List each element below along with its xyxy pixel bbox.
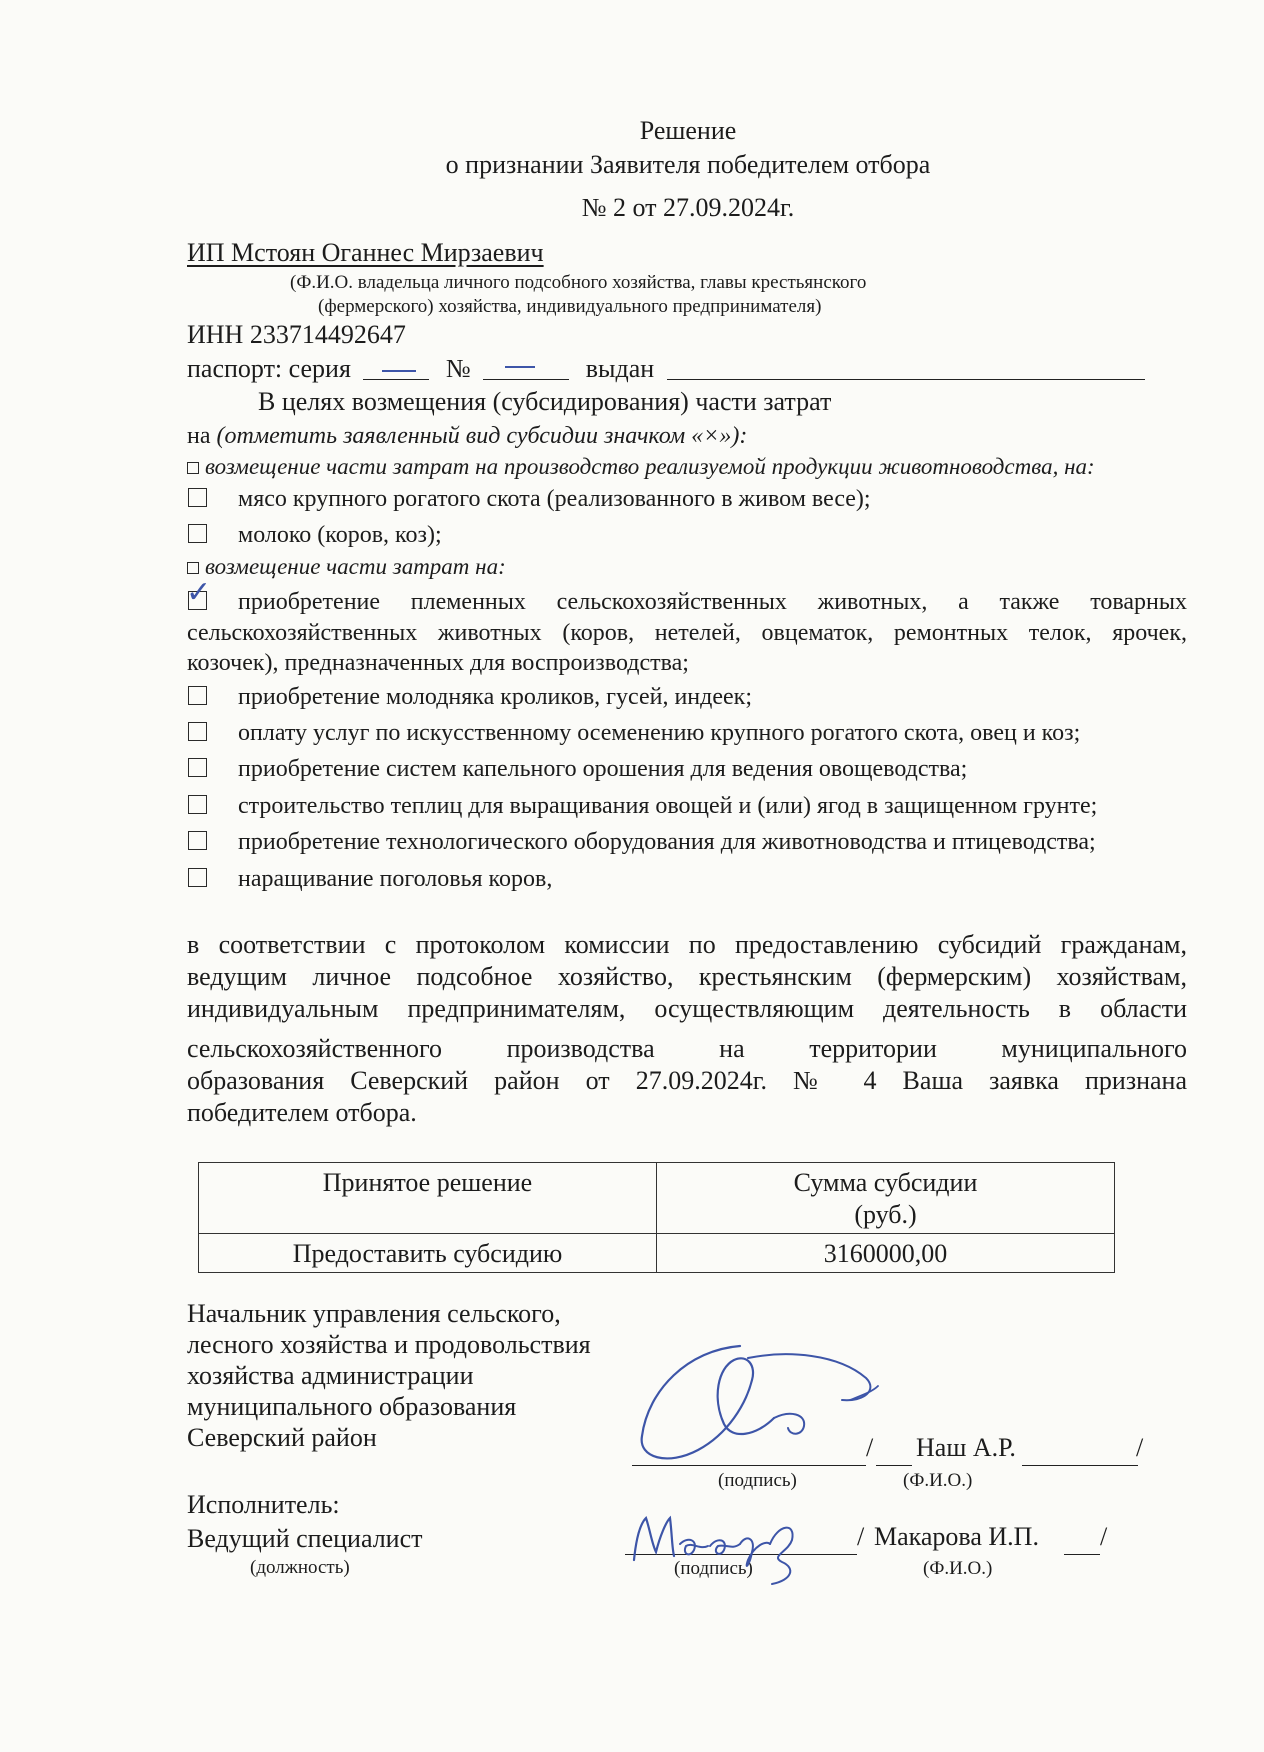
- body-line-5: образования Северский район от 27.09.2024г. № 4 Ваша заявка признана: [187, 1066, 1187, 1095]
- checkbox-meat[interactable]: [188, 488, 207, 507]
- table-header-row: [199, 1163, 1115, 1234]
- signatory-signature: [628, 1340, 918, 1470]
- header-amount-line-1: Сумма субсидии: [793, 1168, 978, 1197]
- item-drip-irrigation: приобретение систем капельного орошения для ведения овощеводства;: [238, 756, 968, 782]
- group2-checkbox[interactable]: [187, 562, 199, 574]
- body-line-6: победителем отбора.: [187, 1098, 417, 1127]
- table-row: [199, 1234, 1115, 1273]
- checkbox-cow-herd[interactable]: [188, 868, 207, 887]
- item-meat: мясо крупного рогатого скота (реализованного в живом весе);: [238, 486, 871, 512]
- purpose-on-row: [187, 423, 747, 450]
- executor-position: Ведущий специалист: [187, 1524, 423, 1553]
- passport-series-label: паспорт: серия: [187, 354, 351, 383]
- header-amount-line-2: (руб.): [854, 1200, 917, 1229]
- cell-amount: 3160000,00: [657, 1234, 1115, 1273]
- purpose-on-hint: (отметить заявленный вид субсидии значком «×»):: [216, 423, 748, 449]
- title-line-3: № 2 от 27.09.2024г.: [581, 193, 795, 222]
- passport-number-label: №: [445, 354, 471, 383]
- executor-post-name-line: [1064, 1554, 1100, 1555]
- body-line-3: индивидуальным предпринимателям, осуществляющим деятельность в области: [187, 994, 1187, 1023]
- executor-sign-caption: (подпись): [674, 1558, 753, 1579]
- group2-title-text: возмещение части затрат на:: [205, 554, 506, 579]
- signatory-line-1: Начальник управления сельского,: [187, 1299, 561, 1328]
- checkbox-insemination[interactable]: [188, 722, 207, 741]
- item-greenhouses: строительство теплиц для выращивания овощей и (или) ягод в защищенном грунте;: [238, 793, 1098, 819]
- executor-label: Исполнитель:: [187, 1490, 340, 1519]
- passport-issued-label: выдан: [585, 354, 655, 383]
- group1-title: [187, 454, 1095, 480]
- passport-series-blank: [363, 379, 429, 380]
- item-cow-herd: наращивание поголовья коров,: [238, 866, 553, 892]
- decision-table: [198, 1162, 1115, 1273]
- signatory-name: Наш А.Р.: [916, 1433, 1016, 1462]
- passport-number-blank: [483, 379, 569, 380]
- checkbox-drip-irrigation[interactable]: [188, 758, 207, 777]
- signatory-line-2: лесного хозяйства и продовольствия: [187, 1330, 591, 1359]
- title-line-2: о признании Заявителя победителем отбора: [445, 150, 931, 179]
- executor-name: Макарова И.П.: [874, 1522, 1039, 1551]
- signatory-line-4: муниципального образования: [187, 1392, 517, 1421]
- executor-position-caption: (должность): [250, 1557, 350, 1578]
- item-breeding-line-1: приобретение племенных сельскохозяйственных животных, а также товарных: [238, 589, 1187, 615]
- item-milk: молоко (коров, коз);: [238, 522, 442, 548]
- purpose-heading: В целях возмещения (субсидирования) части затрат: [258, 387, 832, 416]
- signatory-line-5: Северский район: [187, 1423, 377, 1452]
- applicant-inn: ИНН 233714492647: [187, 320, 406, 349]
- header-amount: [657, 1163, 1115, 1234]
- group1-title-text: возмещение части затрат на производство реализуемой продукции животноводства, на:: [205, 454, 1095, 479]
- cell-decision: Предоставить субсидию: [199, 1234, 657, 1273]
- passport-issued-blank: [667, 379, 1145, 380]
- purpose-on-prefix: на: [187, 423, 211, 449]
- ink-dash-number: [505, 366, 535, 368]
- executor-fio-caption: (Ф.И.О.): [923, 1558, 993, 1579]
- body-line-1: в соответствии с протоколом комиссии по предоставлению субсидий гражданам,: [187, 930, 1187, 959]
- applicant-name: ИП Мстоян Оганнес Мирзаевич: [187, 238, 544, 267]
- item-young-rabbits: приобретение молодняка кроликов, гусей, индеек;: [238, 684, 752, 710]
- applicant-hint-1: (Ф.И.О. владельца личного подсобного хозяйства, главы крестьянского: [290, 272, 867, 293]
- checkbox-milk[interactable]: [188, 524, 207, 543]
- group2-title: [187, 554, 506, 580]
- executor-slash-1: /: [857, 1522, 865, 1551]
- title-line-1: Решение: [639, 116, 737, 145]
- executor-signature: [620, 1500, 820, 1590]
- signatory-slash-2: /: [1136, 1433, 1144, 1462]
- item-equipment: приобретение технологического оборудования для животноводства и птицеводства;: [238, 829, 1096, 855]
- passport-row: [187, 354, 1145, 384]
- checkbox-young-rabbits[interactable]: [188, 686, 207, 705]
- checkmark-icon: ✓: [186, 575, 212, 610]
- applicant-hint-2: (фермерского) хозяйства, индивидуального предпринимателя): [318, 296, 822, 317]
- signatory-sign-caption: (подпись): [718, 1470, 797, 1491]
- body-line-2: ведущим личное подсобное хозяйство, крестьянским (фермерским) хозяйствам,: [187, 962, 1187, 991]
- signatory-fio-caption: (Ф.И.О.): [903, 1470, 973, 1491]
- signatory-post-name-line: [1022, 1465, 1138, 1466]
- checkbox-greenhouses[interactable]: [188, 795, 207, 814]
- checkbox-equipment[interactable]: [188, 831, 207, 850]
- body-line-4: сельскохозяйственного производства на территории муниципального: [187, 1034, 1187, 1063]
- ink-dash-series: [382, 370, 416, 372]
- signatory-line-3: хозяйства администрации: [187, 1361, 474, 1390]
- item-insemination: оплату услуг по искусственному осеменению крупного рогатого скота, овец и коз;: [238, 720, 1081, 746]
- executor-slash-2: /: [1100, 1522, 1108, 1551]
- signatory-title: [187, 1298, 591, 1453]
- signatory-slash-1: /: [866, 1433, 874, 1462]
- item-breeding-line-2: сельскохозяйственных животных (коров, нетелей, овцематок, ремонтных телок, ярочек,: [187, 620, 1187, 646]
- group1-checkbox[interactable]: [187, 462, 199, 474]
- item-breeding-line-3: козочек), предназначенных для воспроизводства;: [187, 650, 689, 676]
- header-decision: Принятое решение: [199, 1163, 657, 1234]
